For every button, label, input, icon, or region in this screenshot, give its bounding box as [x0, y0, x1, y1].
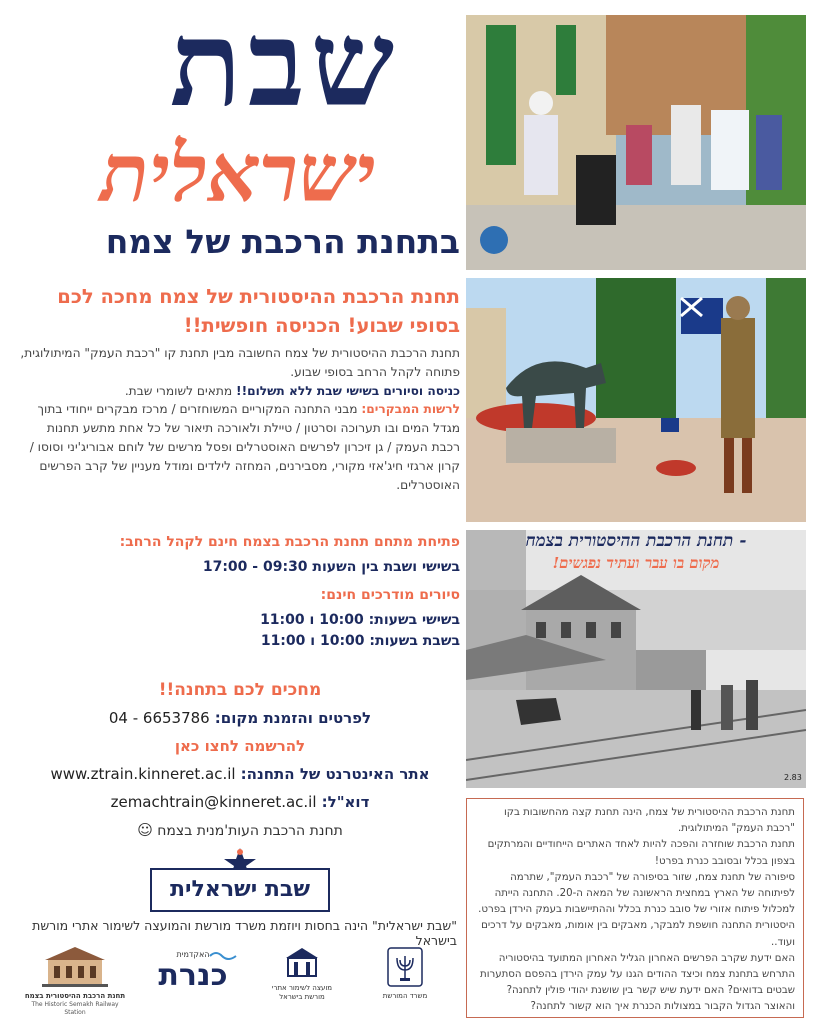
contact-section: [20, 676, 460, 845]
sponsor-heritage-council-logo: [262, 946, 342, 1016]
shabbat-israelit-logo-text: שבת ישראלית: [150, 868, 330, 912]
visitors-label: לרשות המבקרים:: [361, 402, 460, 417]
opening-section: [20, 530, 460, 580]
facebook-page-label[interactable]: תחנת הרכבת העות'מנית בצמח: [157, 823, 343, 839]
history-info-box: [466, 798, 804, 1018]
ministry-name: משרד המורשת: [382, 992, 428, 1000]
website-link[interactable]: www.ztrain.kinneret.ac.il: [50, 765, 236, 783]
waiting-text: מחכים לכם בתחנה!!: [158, 680, 322, 700]
menorah-emblem-icon: [386, 946, 424, 988]
photo-memorial-statue: [466, 278, 806, 522]
kinneret-name: כנרת: [158, 958, 228, 993]
sabbath-note: מתאים לשומרי שבת.: [124, 383, 237, 398]
tagline: "שבת ישראלית" הינה בחסות ויוזמת משרד מורשת והמועצה לשימור אתרי מורשת בישראל: [32, 918, 457, 948]
info-p4: האם ידעת שקרב הפרשים האחרון הגליל האחרון המתועד בהיסטוריה התרחש בתחנת צמח וכיצד ההודים הגנו על עמק הירדן בהפסם הסתערות שבטים בדואים? האם ידעת שיש קשר בין שושנת יהודי פולין לתחנה? והאוצר הגדול הקבור במצולות הכנרת איך הוא קשור לתחנה?: [480, 952, 795, 1013]
sponsor-semakh-logo: [20, 944, 130, 1020]
subtitle-line1: תחנת הרכבת ההיסטורית של צמח מחכה לכם: [57, 285, 460, 308]
heritage-council-name: מועצה לשימור אתרי מורשת בישראל: [271, 984, 333, 1001]
info-p1: תחנת הרכבת ההיסטורית של צמח, הינה תחנת קצה מהחשובות בקו "רכבת העמק" המיתולוגית.: [503, 807, 795, 835]
station-building-icon: [40, 944, 110, 988]
subtitle: [20, 282, 460, 340]
photo-visitors: [466, 15, 806, 270]
opening-heading: פתיחת מתחם תחנת הרכבת בצמח חינם לקהל הרחב:: [119, 534, 460, 550]
tours-section: [20, 585, 460, 652]
smiley-icon: ☺: [137, 821, 153, 839]
tours-friday: בשישי בשעות: 10:00 ו 11:00: [260, 612, 460, 628]
kinneret-sub: האקדמית: [176, 950, 210, 959]
info-p3: סיפורה של תחנת צמח, שזור בסיפורה של "רכבת העמק", שתרמה לפיתוחה של הארץ במחצית הראשונה של המאה ה-20. התחנה הייתה למכלול פיתוח אזורי של סובב כנרת בכלל וההתיישבות בעמק הירדן בפרט. היסטורית התחנה חושפת למבקר, מאבקים בין אומות, מאבקים על דרכים ועוד..: [478, 871, 795, 948]
tours-saturday: בשבת בשעות: 10:00 ו 11:00: [260, 633, 460, 649]
intro-p3: [20, 400, 460, 494]
site-label: אתר האינטרנט של התחנה:: [240, 765, 430, 783]
subtitle-line2: בסופי שבוע! הכניסה חופשית!!: [183, 314, 460, 337]
title-station: בתחנת הרכבת של צמח: [105, 222, 460, 261]
semakh-logo-english: The Historic Semakh Railway Station: [31, 1001, 119, 1016]
visitors-text: מבני התחנה המקוריים המשוחזרים / מרכז מבקרים ייחודי בתוך מגדל המים ובו תערוכה וסרטון / טיילת ולאורכה תיאור של כל אחת מתשע תחנות רכבת העמק / גן זיכרון לפרשים האוסטרלים ופסל מרשים של לוחם אבוריג'יני וסוסו / קרון ארגזי חיג'אזי מקורי, מסבירנים, המחזה לילדים ומודל מעניין של קרב הפרשים האוסטרלים.: [29, 402, 460, 492]
intro-p1: תחנת הרכבת ההיסטורית של צמח החשובה מבין תחנת קו "רכבת העמק" המיתולוגית, פתוחה לקהל הרחב בסופי שבוע.: [20, 346, 460, 379]
sponsor-ministry-logo: [370, 946, 440, 1016]
sponsor-kinneret-logo: [148, 950, 238, 1010]
heritage-building-icon: [282, 946, 322, 980]
title-shabbat: שבת: [169, 0, 401, 133]
title-israelit: ישראלית: [100, 126, 376, 220]
tours-heading: סיורים מודרכים חינם:: [320, 587, 460, 603]
historic-caption-line1: - תחנת הרכבת ההיסטורית בצמח: [525, 531, 747, 551]
opening-hours: בשישי ושבת בין השעות 09:30 - 17:00: [202, 559, 460, 575]
email-label: דוא"ל:: [321, 793, 370, 811]
historic-caption: [466, 530, 806, 574]
info-p2: תחנת הרכבת שוחזרה והפכה להיות לאחד האתרים הייחודיים והמרתקים בצפון בכלל ובסובב כנרת בפרט!: [487, 839, 795, 867]
photo-year-label: 2.83: [784, 773, 802, 782]
email-link[interactable]: zemachtrain@kinneret.ac.il: [110, 793, 317, 811]
semakh-logo-name: תחנת הרכבת ההיסטורית בצמח: [24, 992, 126, 1000]
intro-text: [20, 344, 460, 494]
phone-number[interactable]: 04 - 6653786: [108, 709, 210, 727]
free-entry-note: כניסה וסיורים בשישי שבת ללא תשלום!!: [236, 383, 460, 398]
kinneret-wave-icon: [208, 950, 238, 960]
register-link[interactable]: להרשמה לחצו כאן: [174, 737, 306, 755]
intro-p2: [20, 382, 460, 401]
details-label: לפרטים והזמנת מקום:: [214, 709, 372, 727]
historic-caption-line2: מקום בו עבר ועתיד נפגשים!: [552, 554, 720, 572]
